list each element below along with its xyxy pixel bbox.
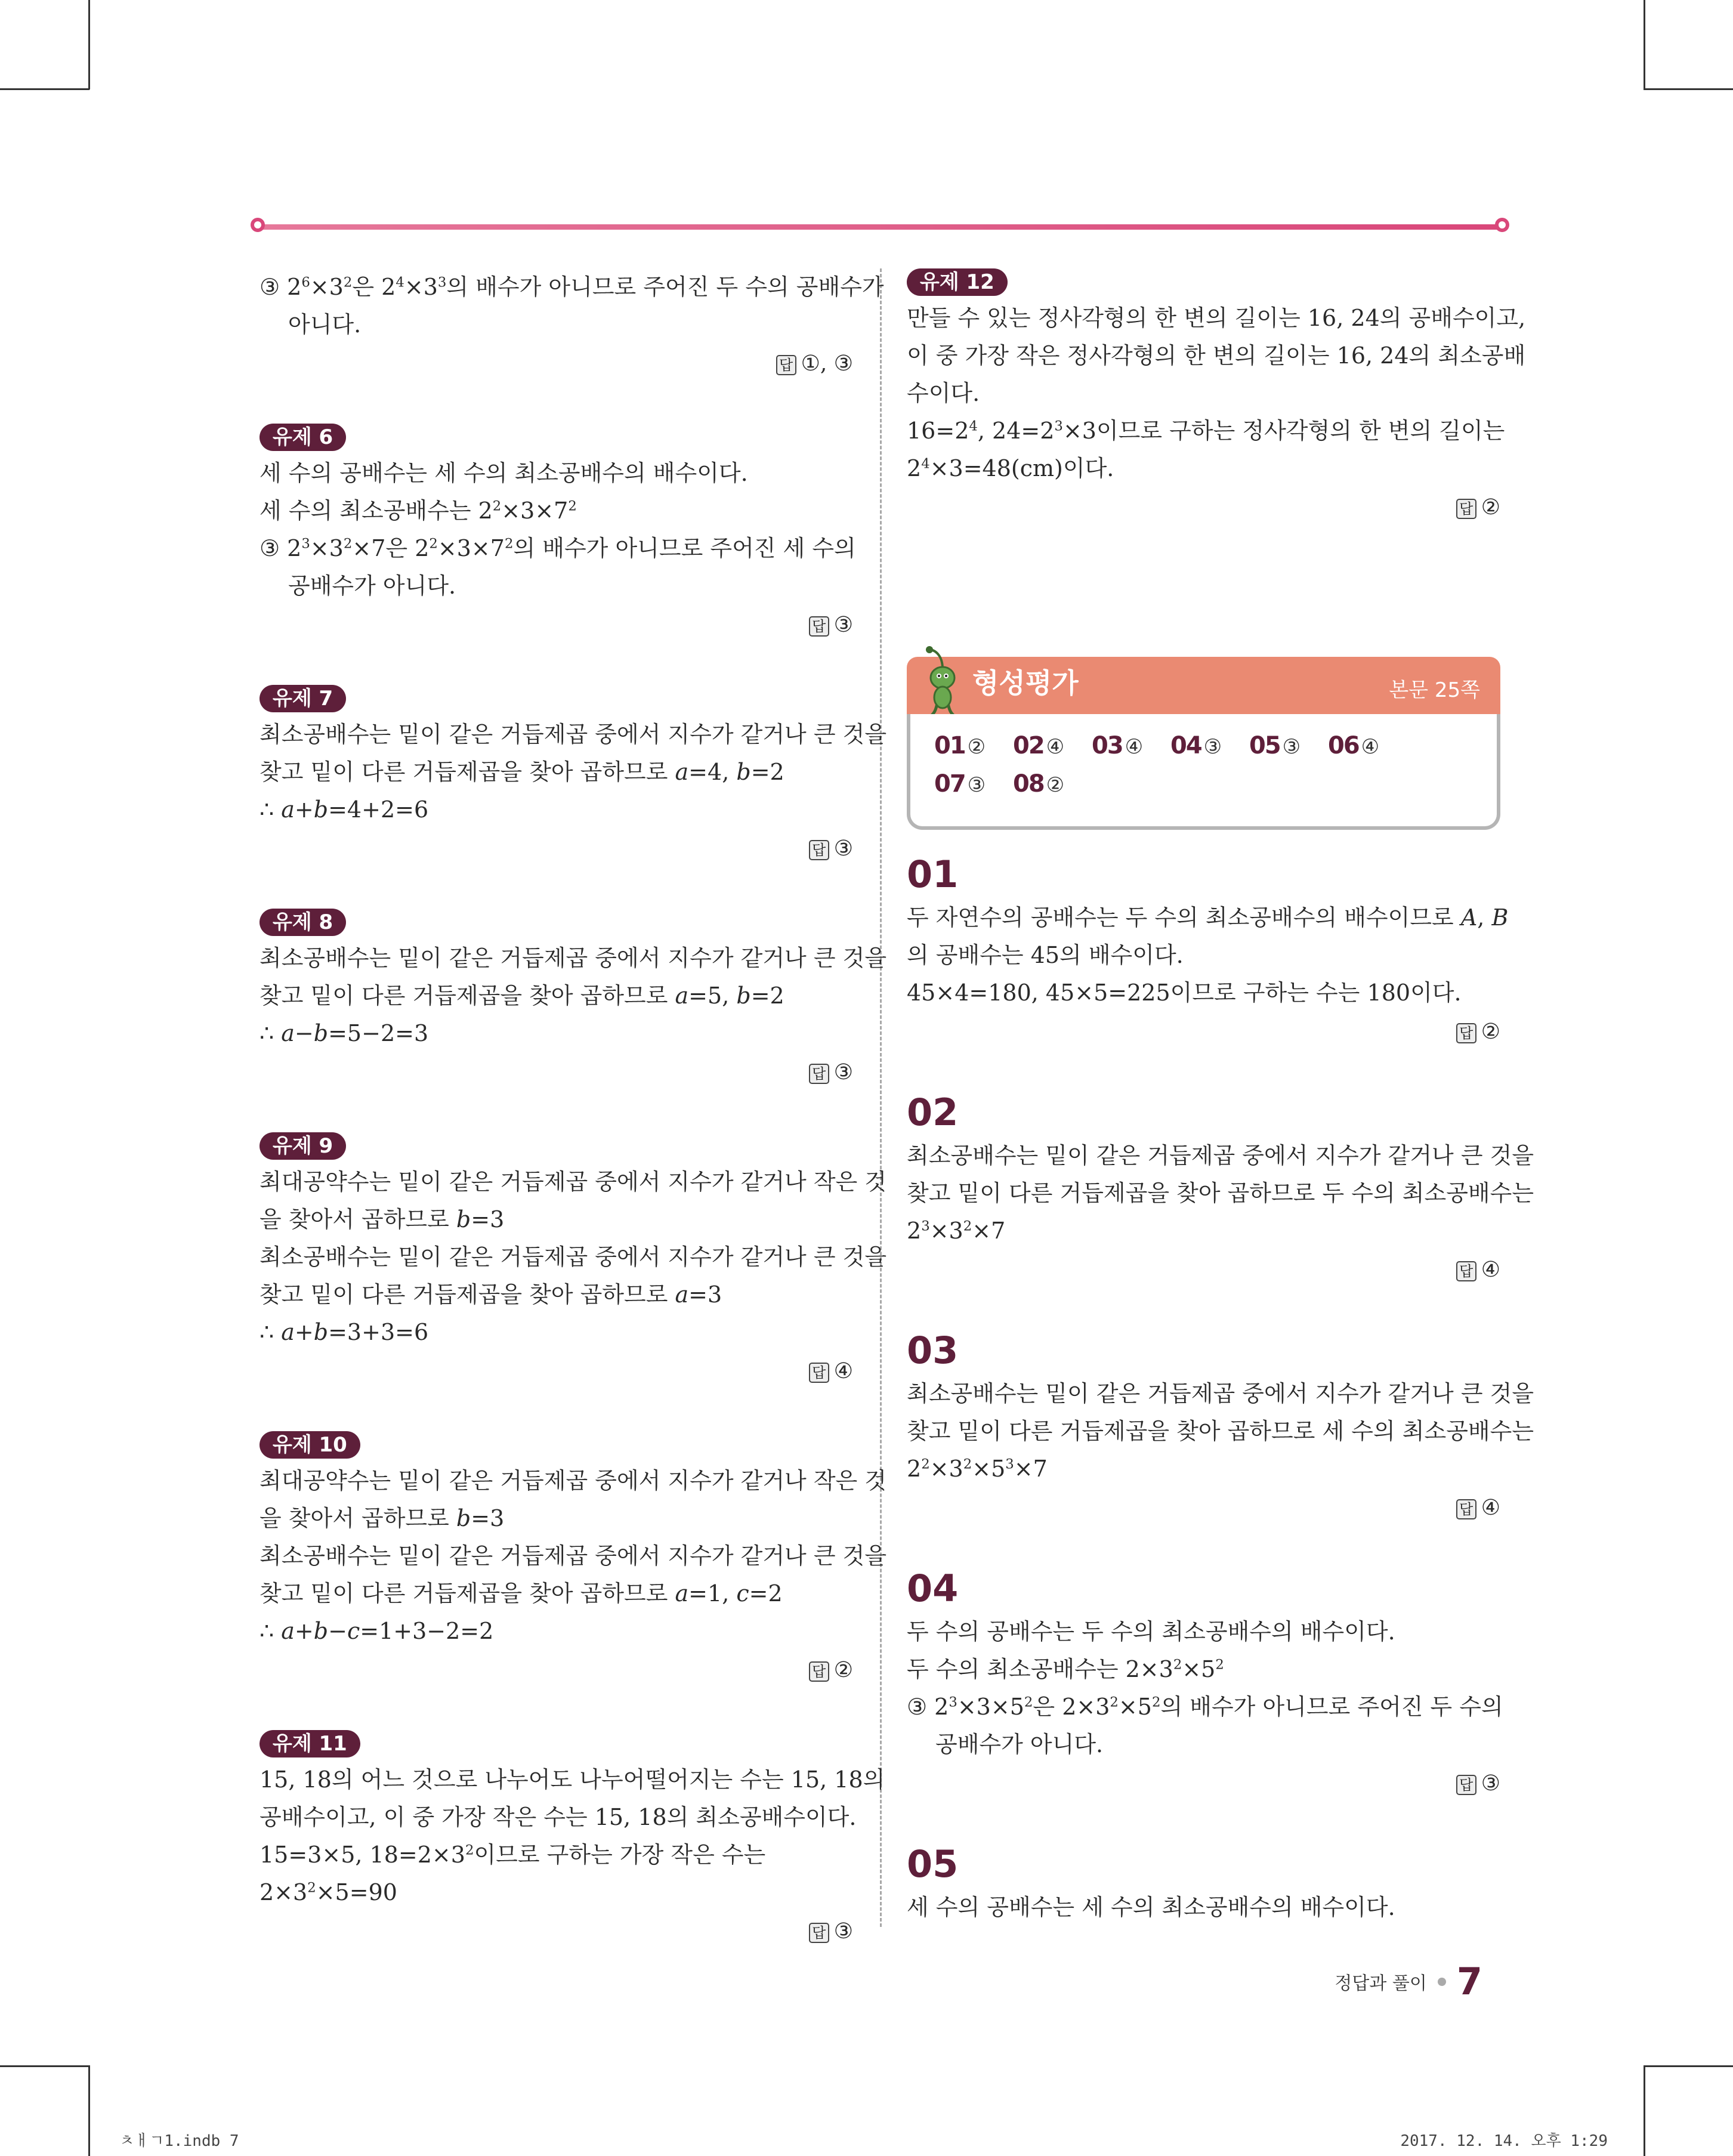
formative-evaluation-page-ref: 본문 25쪽 [1389, 678, 1480, 702]
item-answer: ④ [1361, 735, 1380, 759]
exercise-block [260, 685, 887, 867]
text-line: 이 중 가장 작은 정사각형의 한 변의 길이는 16, 24의 최소공배 [907, 342, 1526, 369]
answer-value: ③ [833, 613, 853, 637]
item-number: 08 [1013, 770, 1044, 798]
text-line: 최소공배수는 밑이 같은 거듭제곱 중에서 지수가 같거나 큰 것을 [907, 1380, 1534, 1407]
item-number: 07 [934, 770, 965, 798]
text-line: 두 수의 최소공배수는 $2\times 3^2\times 5^2$ [907, 1656, 1224, 1682]
text-line: 수이다. [907, 380, 980, 406]
item-answer: ③ [967, 773, 986, 797]
answer-value: ③ [833, 1919, 853, 1944]
text-line: 찾고 밑이 다른 거듭제곱을 찾아 곱하므로 세 수의 최소공배수는 [907, 1418, 1534, 1444]
header-bar-dot-left [251, 218, 265, 232]
crop-mark [1644, 88, 1733, 90]
right-column [907, 268, 1534, 1926]
left-column [260, 268, 887, 1950]
problem-number: 05 [907, 1842, 959, 1886]
problem-number: 02 [907, 1091, 959, 1134]
answer-line [260, 1652, 853, 1688]
answer-mark-icon: 답 [809, 1923, 829, 1943]
exercise-tag: 유제 6 [260, 424, 346, 451]
text-line: 최소공배수는 밑이 같은 거듭제곱 중에서 지수가 같거나 큰 것을 [260, 1244, 887, 1270]
exercise-tag: 유제 8 [260, 909, 346, 936]
text-line: 최대공약수는 밑이 같은 거듭제곱 중에서 지수가 같거나 작은 것 [260, 1468, 887, 1494]
answer-value: ② [1481, 495, 1500, 520]
problem-solutions [907, 852, 1534, 1926]
evaluation-answer-item [1013, 727, 1092, 765]
evaluation-answer-item [1249, 727, 1328, 765]
answer-line [260, 1914, 853, 1950]
answer-mark-icon: 답 [809, 840, 829, 860]
text-line: 찾고 밑이 다른 거듭제곱을 찾아 곱하므로 a=4, b=2 [260, 759, 784, 785]
text-line: 세 수의 공배수는 세 수의 최소공배수의 배수이다. [260, 460, 748, 486]
formative-evaluation-answers [907, 714, 1500, 830]
text-line: ∴ a+b=4+2=6 [260, 796, 429, 823]
exercise-tag: 유제 9 [260, 1132, 346, 1160]
answer-line [260, 1354, 853, 1389]
answer-value: ①, ③ [801, 351, 853, 376]
crop-mark [1644, 2065, 1733, 2067]
crop-mark [1644, 2065, 1645, 2156]
answer-mark-icon: 답 [1456, 499, 1476, 519]
evaluation-answer-item [934, 727, 1013, 765]
formative-evaluation-box [907, 657, 1500, 830]
exercise-tag: 유제 12 [907, 268, 1008, 296]
answer-line [907, 490, 1500, 526]
item-answer: ④ [1046, 735, 1065, 759]
exercise-block [260, 909, 887, 1091]
text-line: 세 수의 최소공배수는 $2^2\times 3\times 7^2$ [260, 498, 577, 524]
crop-mark [88, 2065, 90, 2156]
answer-line [907, 1252, 1500, 1288]
answer-line [260, 607, 853, 643]
text-line: 두 수의 공배수는 두 수의 최소공배수의 배수이다. [907, 1618, 1395, 1645]
formative-evaluation-title: 형성평가 [972, 667, 1079, 699]
item-answer: ② [1046, 773, 1065, 797]
crop-mark [1644, 0, 1645, 89]
text-line: ③ $2^6\times 3^2$은 $2^4\times 3^3$의 배수가 아니므로 주어진 두 수의 공배수가 [260, 274, 884, 300]
problem-block [907, 852, 1509, 1050]
text-line: 최소공배수는 밑이 같은 거듭제곱 중에서 지수가 같거나 큰 것을 [260, 1543, 887, 1569]
answer-mark-icon: 답 [809, 616, 829, 637]
exercise-12 [907, 268, 1526, 526]
footer-bullet [1438, 1978, 1446, 1986]
page-footer [1334, 1960, 1482, 2003]
answer-value: ② [1481, 1020, 1500, 1044]
text-line: 찾고 밑이 다른 거듭제곱을 찾아 곱하므로 a=1, c=2 [260, 1580, 783, 1607]
formative-evaluation-header [907, 657, 1500, 714]
text-line: 15, 18의 어느 것으로 나누어도 나누어떨어지는 수는 15, 18의 [260, 1766, 885, 1793]
answer-line [907, 1766, 1500, 1802]
answer-mark-icon: 답 [1456, 1261, 1476, 1281]
problem-block [907, 1091, 1534, 1288]
item-number: 03 [1092, 732, 1123, 759]
answer-list [934, 727, 1483, 804]
exercise-tag: 유제 11 [260, 1730, 360, 1757]
slug-file: ㅊㅐㄱ1.indb 7 [119, 2132, 239, 2150]
exercise-block [260, 1132, 887, 1389]
header-bar-line [258, 224, 1502, 230]
text-line: ∴ a+b=3+3=6 [260, 1319, 429, 1345]
answer-value: ③ [1481, 1771, 1500, 1796]
answer-mark-icon: 답 [809, 1363, 829, 1383]
crop-mark [0, 88, 89, 90]
footer-label: 정답과 풀이 [1334, 1973, 1427, 1994]
item-answer: ② [967, 735, 986, 759]
text-line: 을 찾아서 곱하므로 b=3 [260, 1206, 505, 1233]
text-line: 찾고 밑이 다른 거듭제곱을 찾아 곱하므로 a=5, b=2 [260, 983, 784, 1009]
text-line: 45×4=180, 45×5=225이므로 구하는 수는 180이다. [907, 980, 1462, 1006]
text-line: 최대공약수는 밑이 같은 거듭제곱 중에서 지수가 같거나 작은 것 [260, 1169, 887, 1195]
exercise-block [907, 268, 1526, 526]
answer-mark-icon: 답 [776, 355, 796, 375]
item-answer: ④ [1125, 735, 1144, 759]
text-line: ③ $2^3\times 3^2\times 7$은 $2^2\times 3\times 7^2$의 배수가 아니므로 주어진 세 수의 [260, 535, 856, 561]
crop-mark [0, 2065, 89, 2067]
text-line: ③ $2^3\times 3\times 5^2$은 $2\times 3^2\times 5^2$의 배수가 아니므로 주어진 두 수의 [907, 1694, 1503, 1720]
page-number: 7 [1456, 1960, 1482, 2003]
answer-mark-icon: 답 [1456, 1023, 1476, 1043]
text-line: $2\times 3^2\times 5=90$ [260, 1879, 397, 1905]
answer-line [260, 1055, 853, 1091]
text-line: 공배수이고, 이 중 가장 작은 수는 15, 18의 최소공배수이다. [260, 1804, 857, 1830]
text-line: 공배수가 아니다. [288, 573, 456, 599]
answer-mark-icon: 답 [809, 1661, 829, 1682]
problem-number: 04 [907, 1567, 959, 1610]
text-line: 만들 수 있는 정사각형의 한 변의 길이는 16, 24의 공배수이고, [907, 305, 1526, 331]
problem-number: 03 [907, 1329, 959, 1372]
text-line: 15=3×5, $18=2\times 3^2$이므로 구하는 가장 작은 수는 [260, 1842, 766, 1868]
exercise-tag: 유제 7 [260, 685, 346, 712]
answer-line [907, 1014, 1500, 1050]
text-line: 두 자연수의 공배수는 두 수의 최소공배수의 배수이므로 A, B [907, 904, 1509, 931]
item-answer: ③ [1282, 735, 1301, 759]
mascot-icon [919, 645, 966, 722]
text-line: $2^2\times 3^2\times 5^3\times 7$ [907, 1456, 1048, 1482]
exercise-block [260, 1730, 885, 1950]
answer-line [260, 346, 853, 382]
text-line: $2^4\times 3=48(cm)$이다. [907, 455, 1114, 481]
item-number: 01 [934, 732, 965, 759]
problem-block [907, 1329, 1534, 1526]
answer-value: ④ [1481, 1496, 1500, 1520]
evaluation-answer-item [1092, 727, 1170, 765]
answer-value: ② [833, 1658, 853, 1682]
item-answer: ③ [1203, 735, 1222, 759]
evaluation-answer-item [934, 765, 1013, 804]
answer-line [907, 1490, 1500, 1526]
text-line: 아니다. [288, 311, 362, 338]
answer-value: ④ [1481, 1258, 1500, 1282]
text-line: 최소공배수는 밑이 같은 거듭제곱 중에서 지수가 같거나 큰 것을 [907, 1142, 1534, 1169]
text-line: 을 찾아서 곱하므로 b=3 [260, 1505, 505, 1531]
text-line: $16=2^4$, $24=2^3\times 3$이므로 구하는 정사각형의 한 변의 길이는 [907, 418, 1505, 444]
text-line: 세 수의 공배수는 세 수의 최소공배수의 배수이다. [907, 1894, 1395, 1920]
text-line: 최소공배수는 밑이 같은 거듭제곱 중에서 지수가 같거나 큰 것을 [260, 945, 887, 971]
header-decoration-bar [251, 218, 1509, 236]
exercise-tag: 유제 10 [260, 1431, 360, 1459]
text-line: 찾고 밑이 다른 거듭제곱을 찾아 곱하므로 두 수의 최소공배수는 [907, 1180, 1534, 1206]
intro-block [260, 268, 884, 382]
evaluation-answer-item [1328, 727, 1407, 765]
column-divider [880, 268, 882, 1927]
problem-number: 01 [907, 852, 959, 896]
problem-block [907, 1567, 1503, 1802]
evaluation-answer-item [1013, 765, 1092, 804]
exercise-block [260, 424, 856, 643]
text-line: ∴ a−b=5−2=3 [260, 1020, 429, 1046]
slug-date: 2017. 12. 14. 오후 1:29 [1400, 2132, 1608, 2150]
item-number: 02 [1013, 732, 1044, 759]
text-line: $2^3\times 3^2\times 7$ [907, 1218, 1006, 1244]
item-number: 06 [1328, 732, 1359, 759]
answer-mark-icon: 답 [1456, 1775, 1476, 1795]
item-number: 04 [1170, 732, 1201, 759]
text-line: ∴ a+b−c=1+3−2=2 [260, 1618, 494, 1644]
text-line: 공배수가 아니다. [935, 1731, 1104, 1757]
answer-mark-icon: 답 [1456, 1499, 1476, 1519]
evaluation-answer-item [1170, 727, 1249, 765]
answer-value: ④ [833, 1359, 853, 1383]
text-line: 의 공배수는 45의 배수이다. [907, 942, 1184, 968]
text-line: 최소공배수는 밑이 같은 거듭제곱 중에서 지수가 같거나 큰 것을 [260, 721, 887, 748]
exercise-block [260, 1431, 887, 1688]
text-line: 찾고 밑이 다른 거듭제곱을 찾아 곱하므로 a=3 [260, 1281, 722, 1308]
answer-value: ③ [833, 1060, 853, 1085]
item-number: 05 [1249, 732, 1280, 759]
answer-value: ③ [833, 836, 853, 861]
crop-mark [88, 0, 90, 89]
answer-line [260, 831, 853, 867]
problem-block [907, 1843, 1500, 1926]
answer-mark-icon: 답 [809, 1064, 829, 1084]
header-bar-dot-right [1495, 218, 1509, 232]
